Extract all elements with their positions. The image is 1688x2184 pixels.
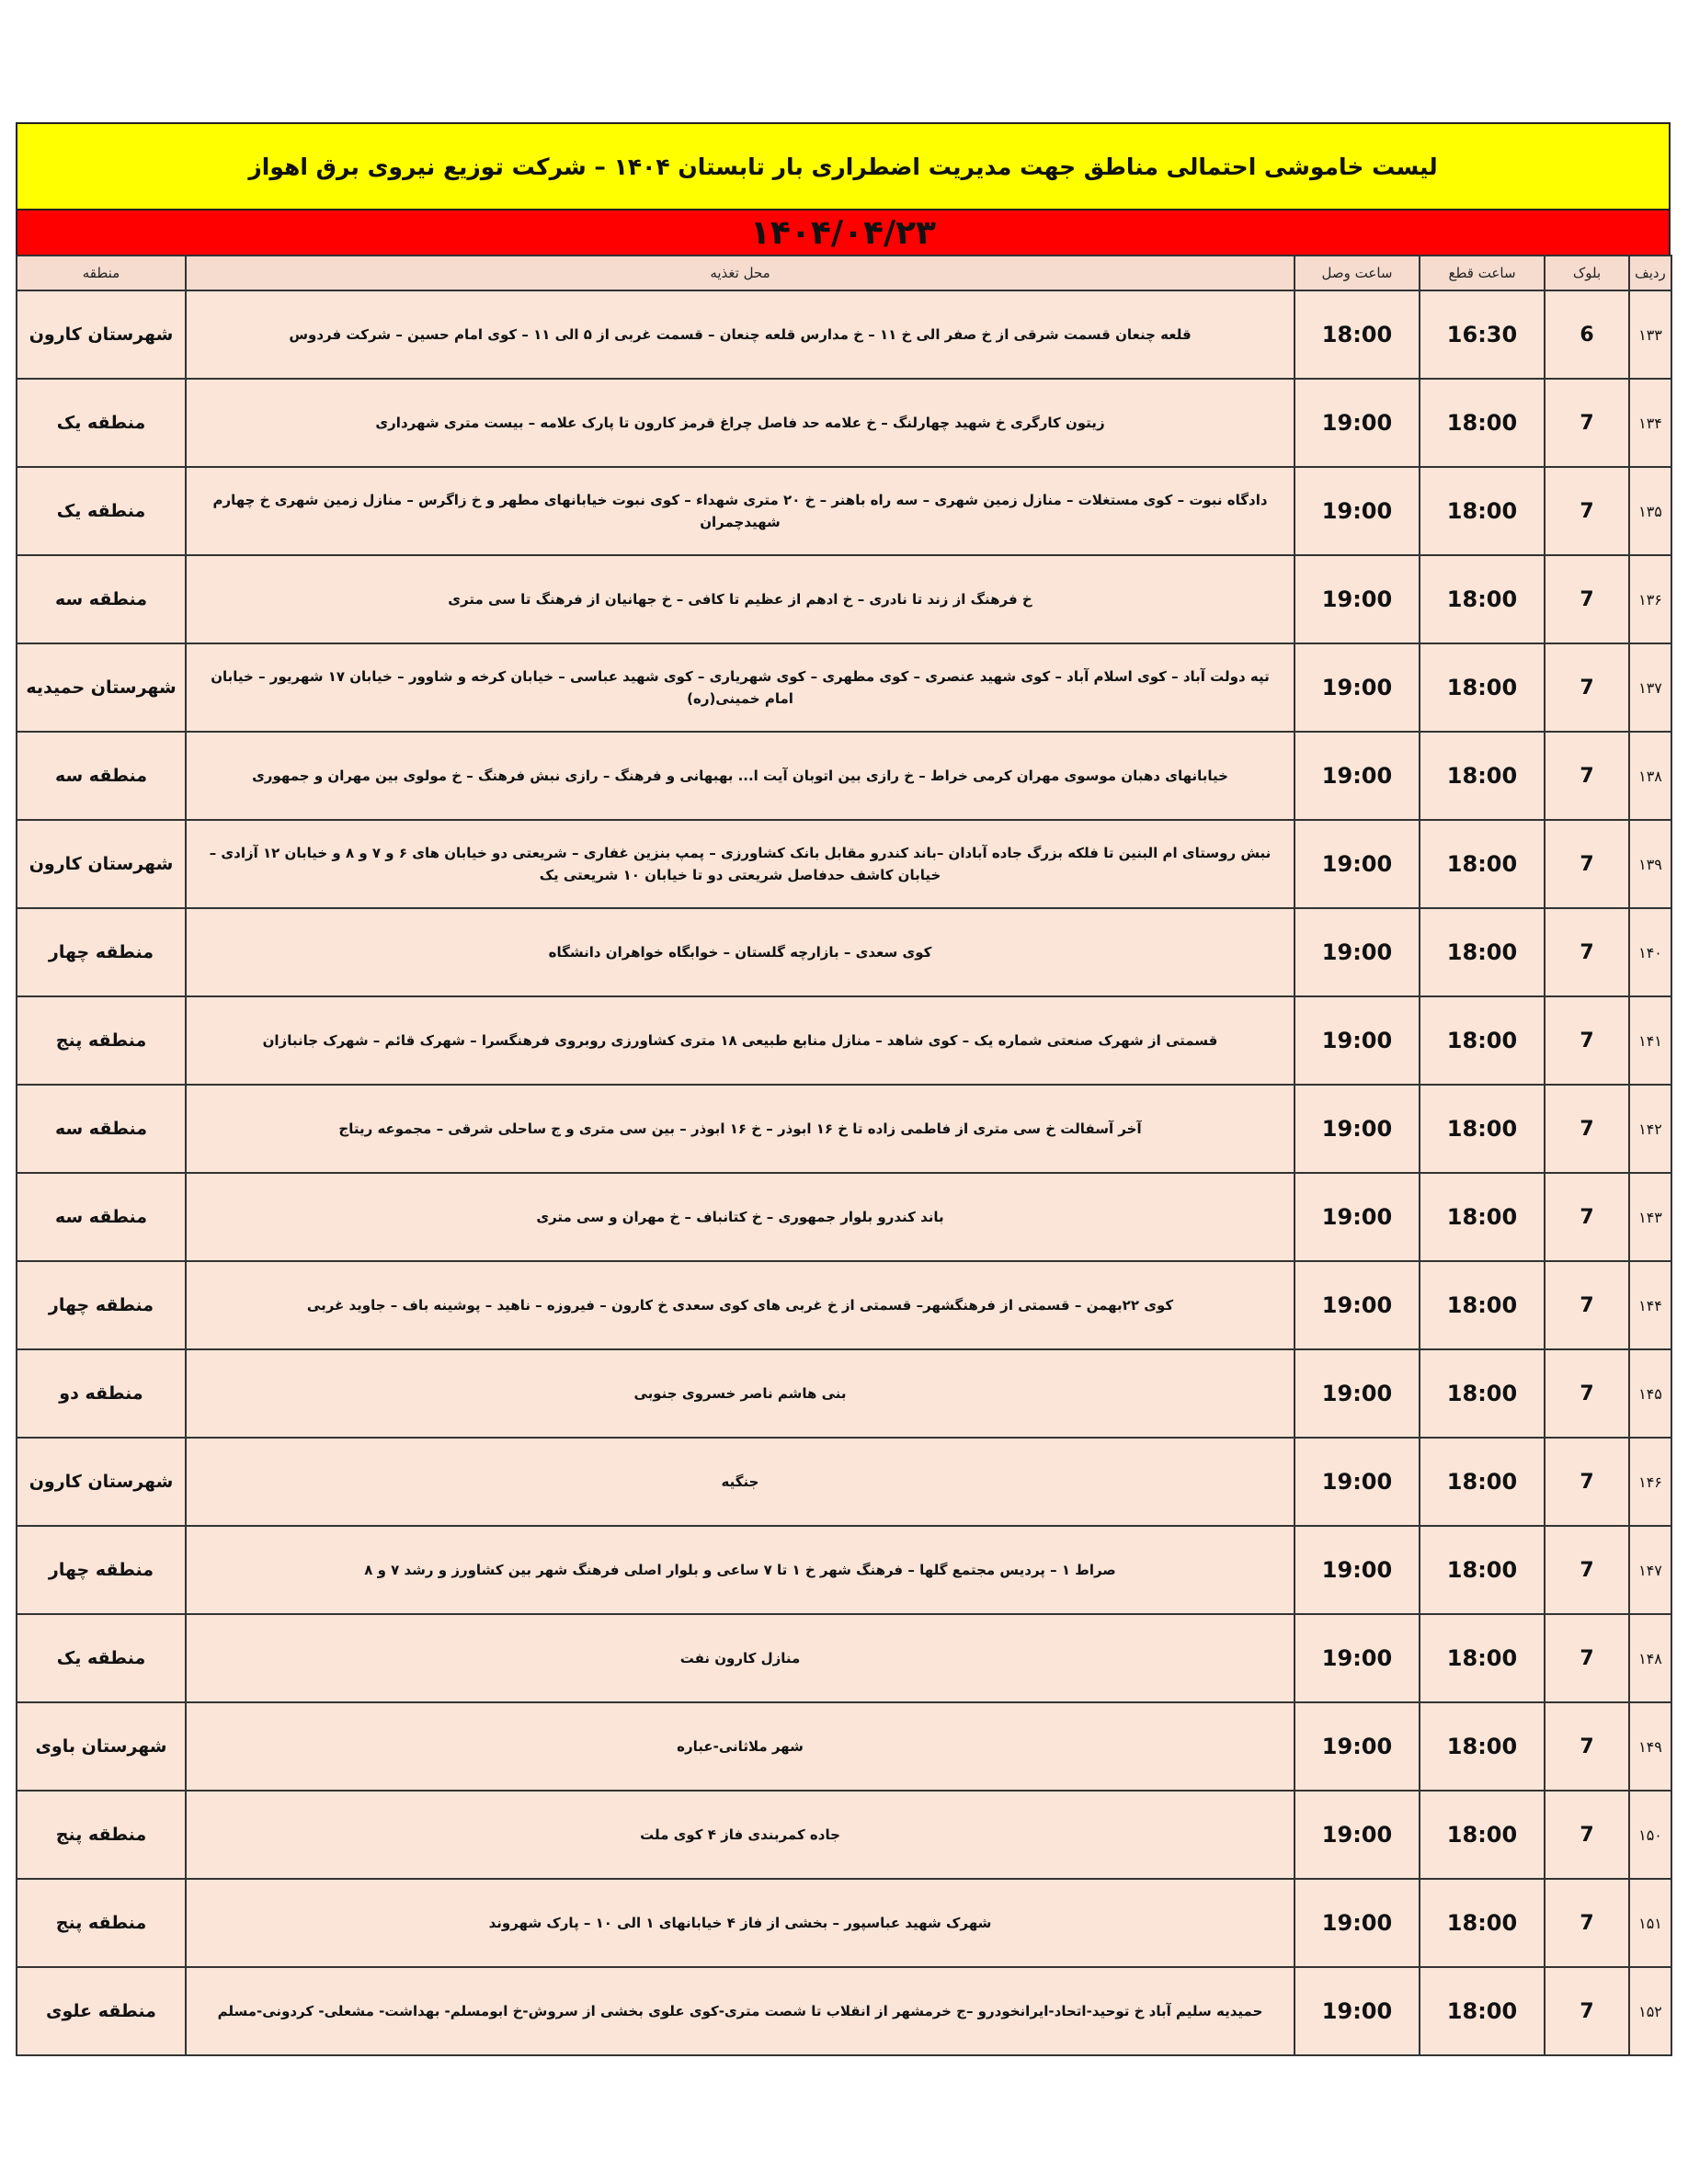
row-number-cell: ۱۴۹ bbox=[1629, 1702, 1671, 1791]
cut-time-cell: 18:00 bbox=[1420, 1261, 1545, 1349]
header-row-number: ردیف bbox=[1629, 256, 1671, 290]
region-cell: منطقه سه bbox=[17, 555, 186, 643]
row-number-cell: ۱۳۳ bbox=[1629, 290, 1671, 379]
block-cell: 7 bbox=[1545, 908, 1629, 996]
block-cell: 7 bbox=[1545, 643, 1629, 732]
table-row bbox=[17, 1438, 1671, 1526]
table-row bbox=[17, 1261, 1671, 1349]
region-cell: منطقه چهار bbox=[17, 1261, 186, 1349]
region-cell: منطقه دو bbox=[17, 1349, 186, 1438]
table-row bbox=[17, 996, 1671, 1085]
feed-location-cell: جنگیه bbox=[186, 1438, 1295, 1526]
table-row bbox=[17, 1614, 1671, 1702]
region-cell: منطقه پنج bbox=[17, 996, 186, 1085]
row-number-cell: ۱۳۴ bbox=[1629, 379, 1671, 467]
cut-time-cell: 16:30 bbox=[1420, 290, 1545, 379]
table-row bbox=[17, 290, 1671, 379]
cut-time-cell: 18:00 bbox=[1420, 643, 1545, 732]
connect-time-cell: 19:00 bbox=[1295, 1349, 1420, 1438]
block-cell: 7 bbox=[1545, 732, 1629, 820]
region-cell: منطقه سه bbox=[17, 1173, 186, 1261]
feed-location-cell: دادگاه نبوت – کوی مستغلات – منازل زمین شهری – سه راه باهنر – خ ۲۰ متری شهداء – کوی نبوت خیابانهای مطهر و خ زاگرس – منازل زمین شهری خ چهارم شهیدچمران bbox=[186, 467, 1295, 555]
cut-time-cell: 18:00 bbox=[1420, 379, 1545, 467]
cut-time-cell: 18:00 bbox=[1420, 467, 1545, 555]
row-number-cell: ۱۵۲ bbox=[1629, 1967, 1671, 2055]
feed-location-cell: حمیدیه سلیم آباد خ توحید-اتحاد-ایرانخودرو –ج خرمشهر از انقلاب تا شصت متری-کوی علوی بخشی از سروش-خ ابومسلم- بهداشت- مشعلی- کردونی-مسلم bbox=[186, 1967, 1295, 2055]
cut-time-cell: 18:00 bbox=[1420, 1526, 1545, 1614]
block-cell: 7 bbox=[1545, 1967, 1629, 2055]
connect-time-cell: 19:00 bbox=[1295, 1438, 1420, 1526]
feed-location-cell: جاده کمربندی فاز ۴ کوی ملت bbox=[186, 1791, 1295, 1879]
table-row bbox=[17, 1085, 1671, 1173]
feed-location-cell: منازل کارون نفت bbox=[186, 1614, 1295, 1702]
row-number-cell: ۱۳۶ bbox=[1629, 555, 1671, 643]
region-cell: منطقه یک bbox=[17, 1614, 186, 1702]
header-block: بلوک bbox=[1545, 256, 1629, 290]
block-cell: 7 bbox=[1545, 1261, 1629, 1349]
connect-time-cell: 19:00 bbox=[1295, 555, 1420, 643]
row-number-cell: ۱۳۵ bbox=[1629, 467, 1671, 555]
block-cell: 7 bbox=[1545, 379, 1629, 467]
feed-location-cell: خیابانهای دهبان موسوی مهران کرمی خراط – خ رازی بین اتوبان آیت ا... بهبهانی و فرهنگ – رازی نبش فرهنگ – خ مولوی بین مهران و جمهوری bbox=[186, 732, 1295, 820]
region-cell: شهرستان حمیدیه bbox=[17, 643, 186, 732]
connect-time-cell: 19:00 bbox=[1295, 1614, 1420, 1702]
connect-time-cell: 19:00 bbox=[1295, 379, 1420, 467]
region-cell: منطقه چهار bbox=[17, 1526, 186, 1614]
row-number-cell: ۱۴۲ bbox=[1629, 1085, 1671, 1173]
row-number-cell: ۱۵۰ bbox=[1629, 1791, 1671, 1879]
block-cell: 7 bbox=[1545, 1614, 1629, 1702]
block-cell: 7 bbox=[1545, 467, 1629, 555]
row-number-cell: ۱۴۷ bbox=[1629, 1526, 1671, 1614]
feed-location-cell: آخر آسفالت خ سی متری از فاطمی زاده تا خ ۱۶ ابوذر – خ ۱۶ ابوذر – بین سی متری و ج ساحلی شرقی – مجموعه ریتاج bbox=[186, 1085, 1295, 1173]
feed-location-cell: زیتون کارگری خ شهید چهارلنگ – خ علامه حد فاصل چراغ قرمز کارون تا پارک علامه – بیست متری شهرداری bbox=[186, 379, 1295, 467]
table-row bbox=[17, 555, 1671, 643]
connect-time-cell: 19:00 bbox=[1295, 908, 1420, 996]
table-row bbox=[17, 1526, 1671, 1614]
region-cell: منطقه یک bbox=[17, 467, 186, 555]
cut-time-cell: 18:00 bbox=[1420, 1085, 1545, 1173]
cut-time-cell: 18:00 bbox=[1420, 1879, 1545, 1967]
cut-time-cell: 18:00 bbox=[1420, 1702, 1545, 1791]
region-cell: شهرستان کارون bbox=[17, 820, 186, 908]
row-number-cell: ۱۴۶ bbox=[1629, 1438, 1671, 1526]
region-cell: منطقه سه bbox=[17, 1085, 186, 1173]
region-cell: شهرستان کارون bbox=[17, 290, 186, 379]
connect-time-cell: 19:00 bbox=[1295, 1702, 1420, 1791]
cut-time-cell: 18:00 bbox=[1420, 1791, 1545, 1879]
header-cut-time: ساعت قطع bbox=[1420, 256, 1545, 290]
feed-location-cell: شهرک شهید عباسپور – بخشی از فاز ۴ خیابانهای ۱ الی ۱۰ – پارک شهروند bbox=[186, 1879, 1295, 1967]
row-number-cell: ۱۳۸ bbox=[1629, 732, 1671, 820]
block-cell: 7 bbox=[1545, 1438, 1629, 1526]
cut-time-cell: 18:00 bbox=[1420, 820, 1545, 908]
cut-time-cell: 18:00 bbox=[1420, 908, 1545, 996]
table-row bbox=[17, 1791, 1671, 1879]
sheet-date: ۱۴۰۴/۰۴/۲۳ bbox=[16, 210, 1671, 255]
header-feed-location: محل تغذیه bbox=[186, 256, 1295, 290]
block-cell: 7 bbox=[1545, 820, 1629, 908]
table-row bbox=[17, 1967, 1671, 2055]
connect-time-cell: 19:00 bbox=[1295, 1261, 1420, 1349]
table-row bbox=[17, 820, 1671, 908]
region-cell: منطقه پنج bbox=[17, 1879, 186, 1967]
sheet-title: لیست خاموشی احتمالی مناطق جهت مدیریت اضطراری بار تابستان ۱۴۰۴ – شرکت توزیع نیروی برق اهواز bbox=[16, 122, 1671, 210]
table-row bbox=[17, 643, 1671, 732]
table-row bbox=[17, 1173, 1671, 1261]
feed-location-cell: قسمتی از شهرک صنعتی شماره یک – کوی شاهد – منازل منابع طبیعی ۱۸ متری کشاورزی روبروی فرهنگسرا – شهرک قائم – شهرک جانبازان bbox=[186, 996, 1295, 1085]
table-row bbox=[17, 732, 1671, 820]
region-cell: شهرستان باوی bbox=[17, 1702, 186, 1791]
connect-time-cell: 19:00 bbox=[1295, 996, 1420, 1085]
row-number-cell: ۱۴۱ bbox=[1629, 996, 1671, 1085]
table-row bbox=[17, 467, 1671, 555]
feed-location-cell: نبش روستای ام البنین تا فلکه بزرگ جاده آبادان –باند کندرو مقابل بانک کشاورزی – پمپ بنزین غفاری – شریعتی دو خیابان های ۶ و ۷ و ۸ و خیابان ۱۲ آزادی – خیابان کاشف حدفاصل شریعتی دو تا خیابان ۱۰ شریعتی یک bbox=[186, 820, 1295, 908]
row-number-cell: ۱۵۱ bbox=[1629, 1879, 1671, 1967]
connect-time-cell: 19:00 bbox=[1295, 1526, 1420, 1614]
connect-time-cell: 19:00 bbox=[1295, 1173, 1420, 1261]
region-cell: شهرستان کارون bbox=[17, 1438, 186, 1526]
block-cell: 7 bbox=[1545, 1085, 1629, 1173]
connect-time-cell: 19:00 bbox=[1295, 820, 1420, 908]
connect-time-cell: 19:00 bbox=[1295, 1967, 1420, 2055]
region-cell: منطقه سه bbox=[17, 732, 186, 820]
feed-location-cell: کوی سعدی – بازارچه گلستان – خوابگاه خواهران دانشگاه bbox=[186, 908, 1295, 996]
row-number-cell: ۱۴۴ bbox=[1629, 1261, 1671, 1349]
row-number-cell: ۱۳۷ bbox=[1629, 643, 1671, 732]
block-cell: 7 bbox=[1545, 1702, 1629, 1791]
row-number-cell: ۱۳۹ bbox=[1629, 820, 1671, 908]
block-cell: 7 bbox=[1545, 1349, 1629, 1438]
cut-time-cell: 18:00 bbox=[1420, 555, 1545, 643]
region-cell: منطقه پنج bbox=[17, 1791, 186, 1879]
cut-time-cell: 18:00 bbox=[1420, 1173, 1545, 1261]
block-cell: 6 bbox=[1545, 290, 1629, 379]
feed-location-cell: شهر ملاثانی-عباره bbox=[186, 1702, 1295, 1791]
block-cell: 7 bbox=[1545, 1879, 1629, 1967]
cut-time-cell: 18:00 bbox=[1420, 1349, 1545, 1438]
table-body bbox=[17, 290, 1671, 2055]
connect-time-cell: 19:00 bbox=[1295, 1085, 1420, 1173]
table-row bbox=[17, 1349, 1671, 1438]
cut-time-cell: 18:00 bbox=[1420, 1614, 1545, 1702]
row-number-cell: ۱۴۵ bbox=[1629, 1349, 1671, 1438]
feed-location-cell: خ فرهنگ از زند تا نادری – خ ادهم از عظیم تا کافی – خ جهانیان از فرهنگ تا سی متری bbox=[186, 555, 1295, 643]
block-cell: 7 bbox=[1545, 996, 1629, 1085]
connect-time-cell: 19:00 bbox=[1295, 643, 1420, 732]
feed-location-cell: تپه دولت آباد – کوی اسلام آباد – کوی شهید عنصری – کوی مطهری – کوی شهریاری – کوی شهید عباسی – خیابان کرخه و شاوور – خیابان ۱۷ شهریور – خیابان امام خمینی(ره) bbox=[186, 643, 1295, 732]
block-cell: 7 bbox=[1545, 1173, 1629, 1261]
row-number-cell: ۱۴۰ bbox=[1629, 908, 1671, 996]
feed-location-cell: بنی هاشم ناصر خسروی جنوبی bbox=[186, 1349, 1295, 1438]
connect-time-cell: 19:00 bbox=[1295, 1791, 1420, 1879]
connect-time-cell: 18:00 bbox=[1295, 290, 1420, 379]
cut-time-cell: 18:00 bbox=[1420, 1438, 1545, 1526]
cut-time-cell: 18:00 bbox=[1420, 1967, 1545, 2055]
table-row bbox=[17, 1702, 1671, 1791]
cut-time-cell: 18:00 bbox=[1420, 732, 1545, 820]
table-row bbox=[17, 1879, 1671, 1967]
outage-sheet bbox=[16, 122, 1671, 2056]
region-cell: منطقه علوی bbox=[17, 1967, 186, 2055]
region-cell: منطقه یک bbox=[17, 379, 186, 467]
block-cell: 7 bbox=[1545, 1526, 1629, 1614]
connect-time-cell: 19:00 bbox=[1295, 1879, 1420, 1967]
feed-location-cell: صراط ۱ – پردیس مجتمع گلها – فرهنگ شهر خ ۱ تا ۷ ساعی و بلوار اصلی فرهنگ شهر بین کشاورز و رشد ۷ و ۸ bbox=[186, 1526, 1295, 1614]
table-row bbox=[17, 908, 1671, 996]
block-cell: 7 bbox=[1545, 1791, 1629, 1879]
cut-time-cell: 18:00 bbox=[1420, 996, 1545, 1085]
feed-location-cell: کوی ۲۲بهمن – قسمتی از فرهنگشهر– قسمتی از خ غربی های کوی سعدی خ کارون – فیروزه – ناهید – پوشینه باف – جاوید غربی bbox=[186, 1261, 1295, 1349]
outage-table bbox=[16, 255, 1672, 2056]
header-region: منطقه bbox=[17, 256, 186, 290]
table-header-row bbox=[17, 256, 1671, 290]
row-number-cell: ۱۴۳ bbox=[1629, 1173, 1671, 1261]
region-cell: منطقه چهار bbox=[17, 908, 186, 996]
feed-location-cell: قلعه چنعان قسمت شرقی از خ صفر الی خ ۱۱ – خ مدارس قلعه چنعان – قسمت غربی از ۵ الی ۱۱ – کوی امام حسین – شرکت فردوس bbox=[186, 290, 1295, 379]
connect-time-cell: 19:00 bbox=[1295, 467, 1420, 555]
feed-location-cell: باند کندرو بلوار جمهوری – خ کتانباف – خ مهران و سی متری bbox=[186, 1173, 1295, 1261]
row-number-cell: ۱۴۸ bbox=[1629, 1614, 1671, 1702]
block-cell: 7 bbox=[1545, 555, 1629, 643]
connect-time-cell: 19:00 bbox=[1295, 732, 1420, 820]
table-row bbox=[17, 379, 1671, 467]
header-connect-time: ساعت وصل bbox=[1295, 256, 1420, 290]
